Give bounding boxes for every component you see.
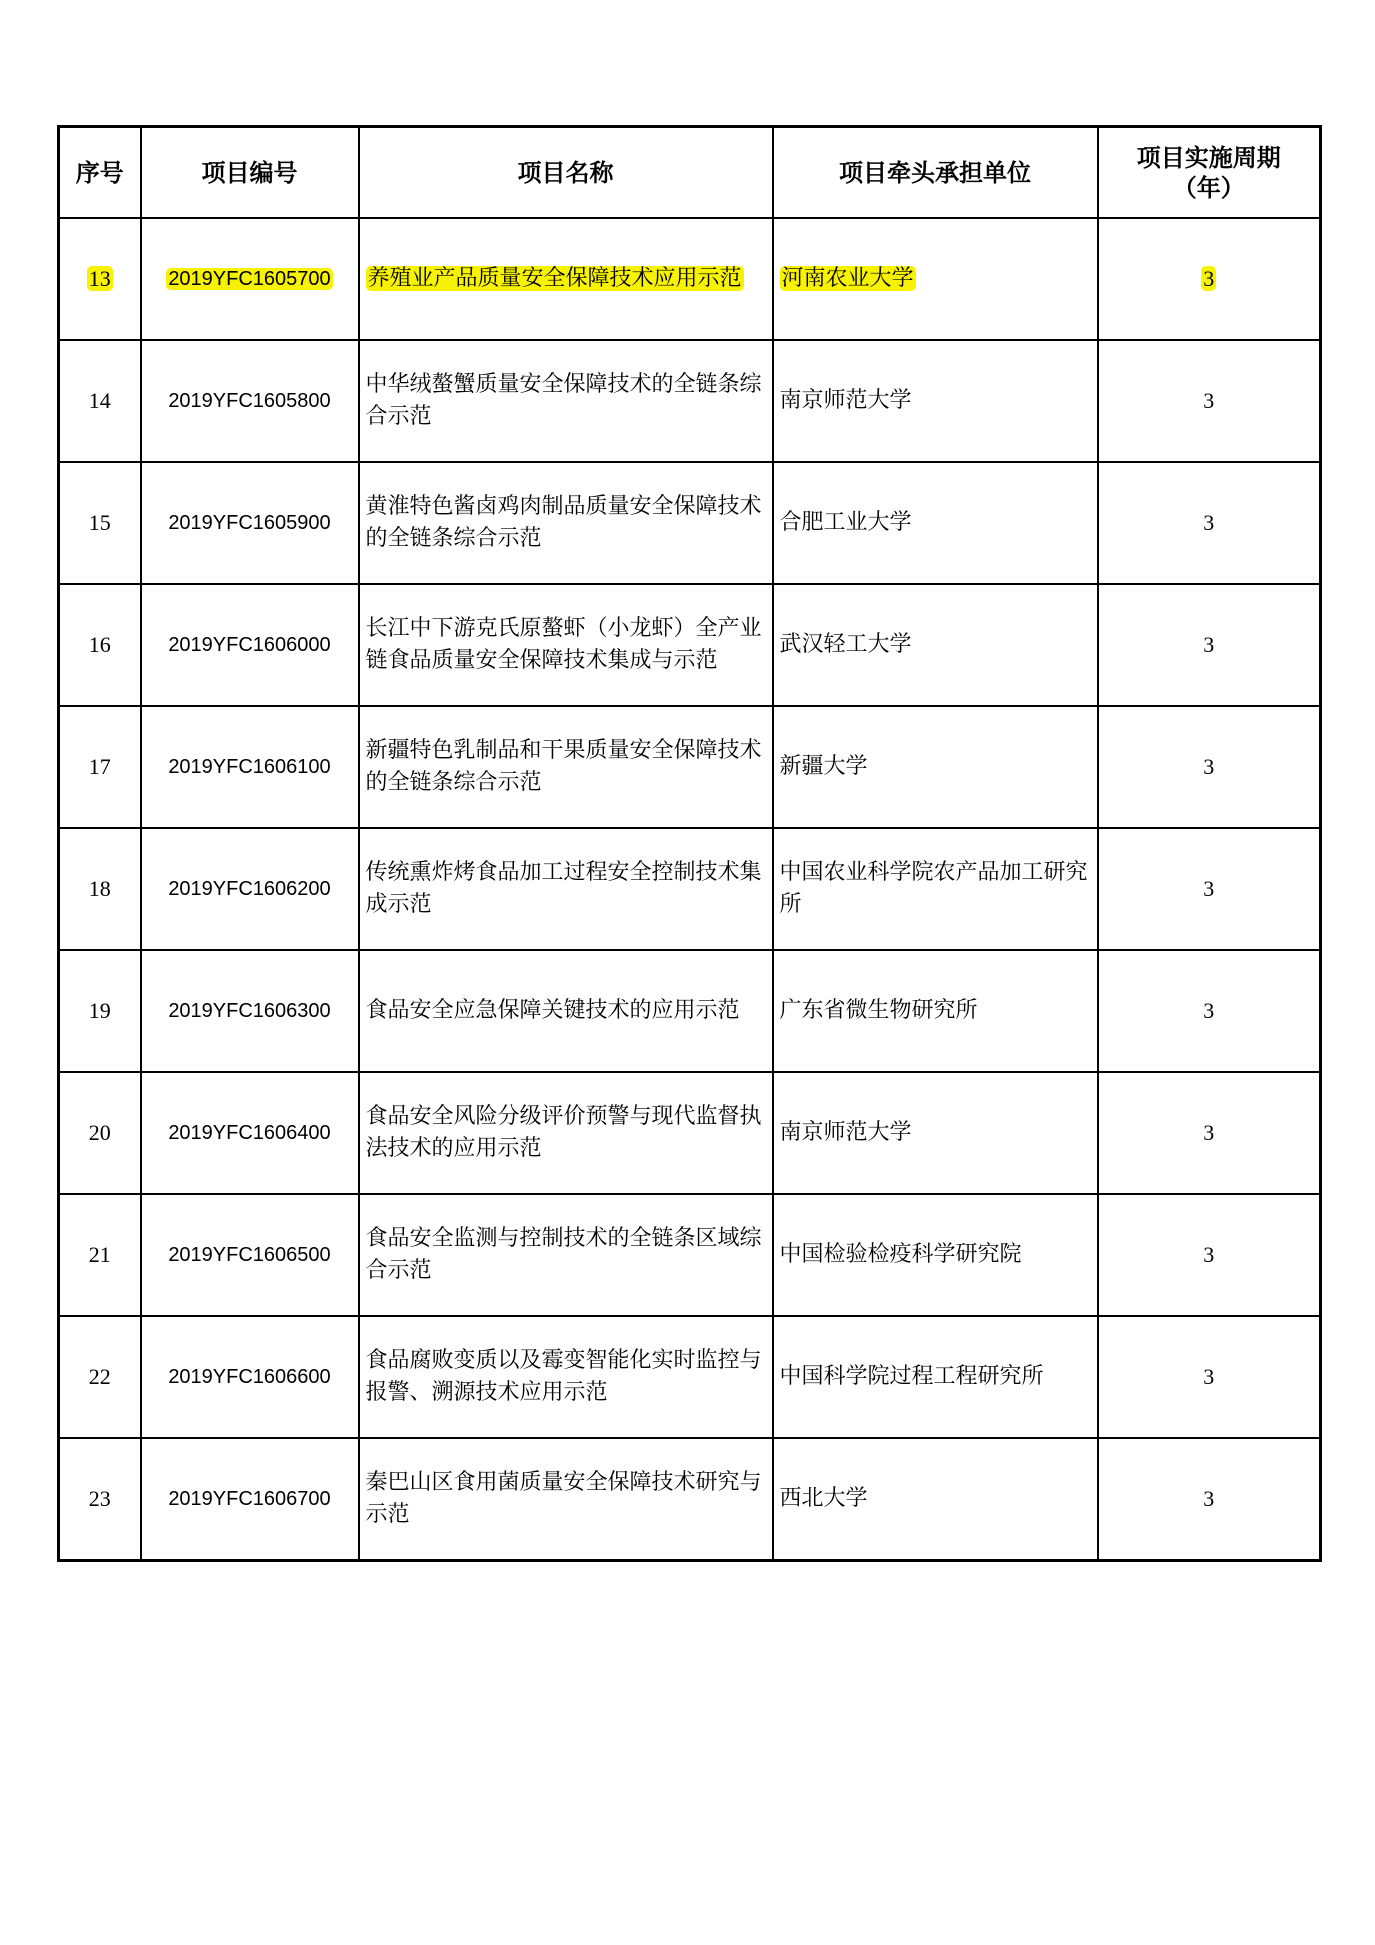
table-row (59, 218, 1321, 340)
cell-unit (773, 1194, 1098, 1316)
cell-seq-text: 14 (88, 388, 111, 413)
cell-period-text: 3 (1203, 266, 1215, 291)
header-unit: 项目牵头承担单位 (773, 127, 1098, 219)
table-row (59, 706, 1321, 828)
cell-name (359, 1194, 773, 1316)
cell-unit (773, 828, 1098, 950)
cell-unit-text: 广东省微生物研究所 (779, 998, 978, 1023)
cell-name-text: 新疆特色乳制品和干果质量安全保障技术的全链条综合示范 (365, 738, 762, 795)
cell-unit (773, 706, 1098, 828)
cell-seq-text: 17 (88, 754, 111, 779)
cell-name (359, 584, 773, 706)
cell-name-text: 传统熏炸烤食品加工过程安全控制技术集成示范 (365, 860, 762, 917)
project-table (57, 125, 1322, 1562)
cell-unit (773, 950, 1098, 1072)
cell-code (141, 1072, 359, 1194)
cell-code-text: 2019YFC1606500 (168, 1243, 331, 1266)
cell-period (1098, 828, 1321, 950)
header-code: 项目编号 (141, 127, 359, 219)
cell-period (1098, 950, 1321, 1072)
table-row (59, 950, 1321, 1072)
cell-code-text: 2019YFC1606700 (168, 1487, 331, 1510)
table-row (59, 1072, 1321, 1194)
cell-seq (59, 1316, 141, 1438)
cell-unit-text: 合肥工业大学 (779, 510, 912, 535)
cell-name (359, 950, 773, 1072)
cell-period (1098, 1438, 1321, 1561)
cell-seq-text: 16 (88, 632, 111, 657)
cell-unit (773, 1438, 1098, 1561)
cell-name (359, 1072, 773, 1194)
cell-period-text: 3 (1203, 388, 1215, 413)
cell-period-text: 3 (1203, 998, 1215, 1023)
cell-code (141, 340, 359, 462)
cell-seq (59, 1194, 141, 1316)
cell-unit-text: 中国科学院过程工程研究所 (779, 1364, 1044, 1389)
cell-name-text: 秦巴山区食用菌质量安全保障技术研究与示范 (365, 1470, 762, 1527)
cell-name-text: 养殖业产品质量安全保障技术应用示范 (367, 266, 742, 291)
table-row (59, 828, 1321, 950)
cell-name-text: 食品安全应急保障关键技术的应用示范 (365, 998, 740, 1023)
cell-code-text: 2019YFC1605800 (168, 389, 331, 412)
table-row (59, 462, 1321, 584)
cell-name-text: 中华绒螯蟹质量安全保障技术的全链条综合示范 (365, 372, 762, 429)
cell-name (359, 1438, 773, 1561)
cell-name (359, 462, 773, 584)
cell-code-text: 2019YFC1606100 (168, 755, 331, 778)
cell-unit-text: 南京师范大学 (779, 388, 912, 413)
table-header (59, 127, 1321, 219)
cell-unit-text: 中国检验检疫科学研究院 (779, 1242, 1022, 1267)
header-period (1098, 127, 1321, 219)
cell-period (1098, 1316, 1321, 1438)
cell-code-text: 2019YFC1605700 (168, 267, 331, 290)
header-seq: 序号 (59, 127, 141, 219)
cell-unit-text: 西北大学 (779, 1486, 868, 1511)
cell-period (1098, 340, 1321, 462)
cell-code-text: 2019YFC1606400 (168, 1121, 331, 1144)
cell-seq-text: 15 (88, 510, 111, 535)
header-name: 项目名称 (359, 127, 773, 219)
cell-code-text: 2019YFC1606600 (168, 1365, 331, 1388)
cell-unit (773, 340, 1098, 462)
cell-seq-text: 20 (88, 1120, 111, 1145)
cell-code-text: 2019YFC1606000 (168, 633, 331, 656)
table-body (59, 218, 1321, 1561)
cell-period (1098, 1194, 1321, 1316)
cell-seq-text: 18 (88, 876, 111, 901)
cell-name (359, 1316, 773, 1438)
cell-period-text: 3 (1203, 510, 1215, 535)
cell-name-text: 食品腐败变质以及霉变智能化实时监控与报警、溯源技术应用示范 (365, 1348, 762, 1405)
cell-seq (59, 462, 141, 584)
cell-code-text: 2019YFC1606200 (168, 877, 331, 900)
cell-unit (773, 1072, 1098, 1194)
cell-seq-text: 13 (88, 266, 111, 291)
cell-code (141, 1194, 359, 1316)
cell-unit-text: 中国农业科学院农产品加工研究所 (779, 860, 1088, 917)
cell-period-text: 3 (1203, 1242, 1215, 1267)
cell-period (1098, 1072, 1321, 1194)
cell-period-text: 3 (1203, 754, 1215, 779)
cell-code (141, 950, 359, 1072)
cell-name-text: 黄淮特色酱卤鸡肉制品质量安全保障技术的全链条综合示范 (365, 494, 762, 551)
cell-unit-text: 武汉轻工大学 (779, 632, 912, 657)
header-period-line1: 项目实施周期 (1136, 143, 1281, 172)
cell-seq (59, 828, 141, 950)
cell-unit (773, 218, 1098, 340)
table-row (59, 584, 1321, 706)
project-table-container (57, 125, 1319, 1562)
cell-seq (59, 1438, 141, 1561)
cell-period-text: 3 (1203, 1364, 1215, 1389)
cell-seq (59, 1072, 141, 1194)
cell-period (1098, 462, 1321, 584)
cell-code (141, 584, 359, 706)
cell-seq (59, 584, 141, 706)
header-period-line2: （年） (1172, 173, 1245, 202)
table-row (59, 1316, 1321, 1438)
cell-period-text: 3 (1203, 876, 1215, 901)
cell-name-text: 食品安全监测与控制技术的全链条区域综合示范 (365, 1226, 762, 1283)
cell-code-text: 2019YFC1606300 (168, 999, 331, 1022)
header-row (59, 127, 1321, 219)
cell-name-text: 长江中下游克氏原螯虾（小龙虾）全产业链食品质量安全保障技术集成与示范 (365, 616, 762, 673)
cell-code (141, 1316, 359, 1438)
cell-seq-text: 21 (88, 1242, 111, 1267)
cell-unit-text: 新疆大学 (779, 754, 868, 779)
cell-period-text: 3 (1203, 1486, 1215, 1511)
cell-code-text: 2019YFC1605900 (168, 511, 331, 534)
cell-name-text: 食品安全风险分级评价预警与现代监督执法技术的应用示范 (365, 1104, 762, 1161)
cell-name (359, 706, 773, 828)
cell-code (141, 828, 359, 950)
cell-code (141, 1438, 359, 1561)
cell-seq (59, 340, 141, 462)
cell-code (141, 706, 359, 828)
cell-unit (773, 584, 1098, 706)
cell-unit (773, 1316, 1098, 1438)
cell-code (141, 218, 359, 340)
cell-seq-text: 22 (88, 1364, 111, 1389)
cell-seq-text: 23 (88, 1486, 111, 1511)
cell-period-text: 3 (1203, 1120, 1215, 1145)
cell-period (1098, 706, 1321, 828)
cell-unit-text: 河南农业大学 (781, 266, 914, 291)
cell-name (359, 218, 773, 340)
table-row (59, 1194, 1321, 1316)
cell-code (141, 462, 359, 584)
cell-period (1098, 218, 1321, 340)
cell-period-text: 3 (1203, 632, 1215, 657)
cell-unit-text: 南京师范大学 (779, 1120, 912, 1145)
cell-seq (59, 950, 141, 1072)
cell-seq (59, 706, 141, 828)
cell-name (359, 828, 773, 950)
cell-seq-text: 19 (88, 998, 111, 1023)
cell-unit (773, 462, 1098, 584)
cell-seq (59, 218, 141, 340)
cell-name (359, 340, 773, 462)
table-row (59, 1438, 1321, 1561)
cell-period (1098, 584, 1321, 706)
table-row (59, 340, 1321, 462)
